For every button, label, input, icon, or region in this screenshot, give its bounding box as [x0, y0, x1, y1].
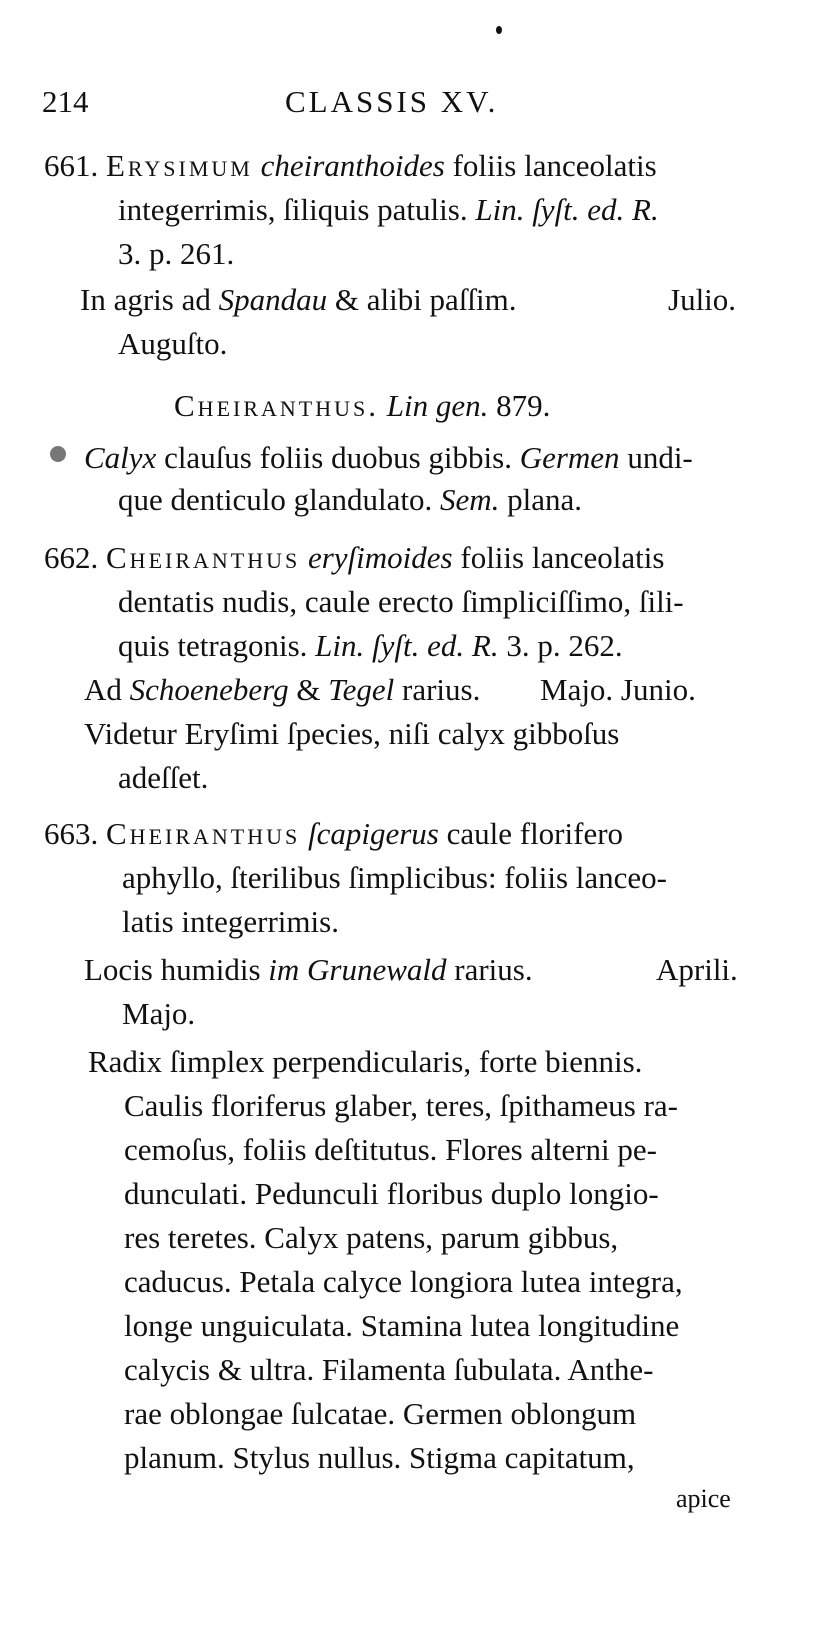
entry-662-line-1: 662. Cheiranthus eryſimoides foliis lanceolatis: [44, 540, 665, 575]
entry-663-desc-5: res teretes. Calyx patens, parum gibbus,: [124, 1220, 619, 1255]
ink-speck: [50, 446, 66, 462]
entry-663-months: Aprili.: [656, 952, 738, 987]
entry-661-locality: In agris ad Spandau & alibi paſſim.: [80, 282, 517, 317]
entry-663-desc-10: planum. Stylus nullus. Stigma capitatum,: [124, 1440, 635, 1475]
entry-663-desc-6: caducus. Petala calyce longiora lutea integra,: [124, 1264, 683, 1299]
running-title: CLASSIS XV.: [285, 84, 499, 119]
entry-661-months: Julio.: [668, 282, 737, 317]
entry-663-desc-7: longe unguiculata. Stamina lutea longitudine: [124, 1308, 680, 1343]
entry-663-desc-3: cemoſus, foliis deſtitutus. Flores alterni pe-: [124, 1132, 657, 1167]
entry-663-line-1: 663. Cheiranthus ſcapigerus caule florifero: [44, 816, 624, 851]
genus-description-1: Calyx clauſus foliis duobus gibbis. Germen undi-: [84, 440, 693, 475]
entry-663-line-3: latis integerrimis.: [122, 904, 339, 939]
entry-661-line-3: 3. p. 261.: [118, 236, 235, 271]
entry-661-months-2: Auguſto.: [118, 326, 228, 361]
entry-663-desc-1: Radix ſimplex perpendicularis, forte biennis.: [88, 1044, 643, 1079]
catchword: apice: [676, 1484, 731, 1513]
entry-662-months: Majo. Junio.: [540, 672, 696, 707]
page-number: 214: [42, 84, 89, 119]
entry-663-months-2: Majo.: [122, 996, 196, 1031]
entry-663-desc-4: dunculati. Pedunculi floribus duplo longio-: [124, 1176, 659, 1211]
ink-dot: [496, 26, 502, 34]
entry-663-locality: Locis humidis im Grunewald rarius.: [84, 952, 533, 987]
entry-662-line-3: quis tetragonis. Lin. ſyſt. ed. R. 3. p. 262.: [118, 628, 623, 663]
entry-663-desc-2: Caulis floriferus glaber, teres, ſpithameus ra-: [124, 1088, 678, 1123]
entry-661-line-2: integerrimis, ſiliquis patulis. Lin. ſyſt. ed. R.: [118, 192, 659, 227]
entry-662-locality: Ad Schoeneberg & Tegel rarius.: [84, 672, 481, 707]
entry-663-desc-8: calycis & ultra. Filamenta ſubulata. Anthe-: [124, 1352, 654, 1387]
entry-663-desc-9: rae oblongae ſulcatae. Germen oblongum: [124, 1396, 637, 1431]
entry-662-note-1: Videtur Eryſimi ſpecies, niſi calyx gibboſus: [84, 716, 620, 751]
entry-661-line-1: 661. Erysimum cheiranthoides foliis lanceolatis: [44, 148, 657, 183]
genus-heading: Cheiranthus. Lin gen. 879.: [174, 388, 551, 423]
genus-description-2: que denticulo glandulato. Sem. plana.: [118, 482, 583, 517]
entry-662-line-2: dentatis nudis, caule erecto ſimpliciſſimo, ſili-: [118, 584, 684, 619]
entry-663-line-2: aphyllo, ſterilibus ſimplicibus: foliis lanceo-: [122, 860, 667, 895]
entry-662-note-2: adeſſet.: [118, 760, 209, 795]
